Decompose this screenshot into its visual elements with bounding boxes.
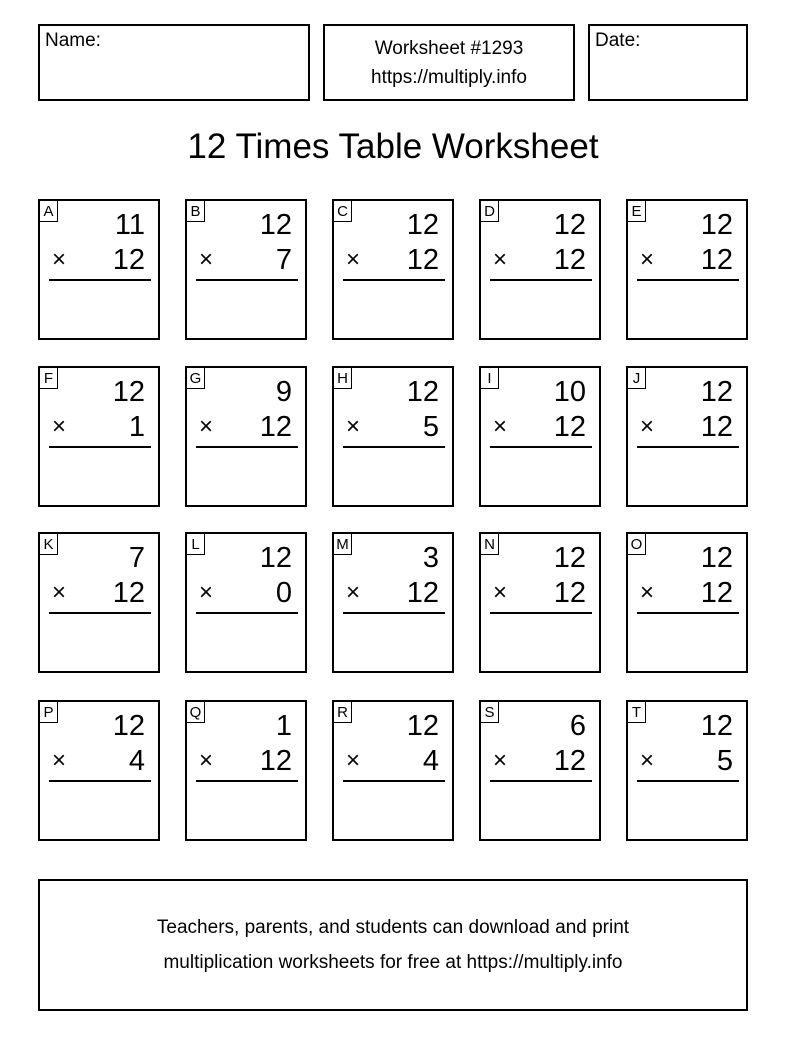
- problem-label: N: [481, 534, 499, 555]
- multiplier: 5: [422, 411, 439, 443]
- problem-card: [38, 366, 160, 507]
- multiplier: 12: [259, 411, 292, 443]
- times-sign: ×: [199, 747, 214, 774]
- times-sign: ×: [52, 246, 67, 273]
- answer-line: [637, 279, 739, 281]
- times-sign: ×: [493, 579, 508, 606]
- problem-card: [479, 532, 601, 673]
- problem-card: [332, 700, 454, 841]
- problem-card: [626, 700, 748, 841]
- problem-card: [185, 700, 307, 841]
- times-sign: ×: [640, 413, 655, 440]
- problem-label: K: [40, 534, 58, 555]
- answer-line: [637, 780, 739, 782]
- name-field[interactable]: [38, 24, 310, 101]
- answer-line: [343, 780, 445, 782]
- answer-line: [343, 446, 445, 448]
- multiplicand: 12: [406, 376, 439, 408]
- multiplicand: 1: [275, 710, 292, 742]
- multiplier: 12: [406, 244, 439, 276]
- times-sign: ×: [493, 246, 508, 273]
- problem-card: [38, 532, 160, 673]
- problem-label: S: [481, 702, 499, 723]
- answer-line: [490, 446, 592, 448]
- multiplier: 12: [112, 577, 145, 609]
- problem-card: [626, 532, 748, 673]
- worksheet-info-box: [323, 24, 575, 101]
- answer-line: [637, 446, 739, 448]
- multiplier: 7: [275, 244, 292, 276]
- date-label: Date:: [595, 30, 641, 51]
- problem-label: D: [481, 201, 499, 222]
- multiplier: 12: [406, 577, 439, 609]
- times-sign: ×: [493, 747, 508, 774]
- footer-note: [38, 879, 748, 1011]
- multiplicand: 12: [700, 209, 733, 241]
- multiplier: 12: [259, 745, 292, 777]
- problem-label: H: [334, 368, 352, 389]
- answer-line: [343, 279, 445, 281]
- multiplier: 12: [700, 244, 733, 276]
- times-sign: ×: [346, 413, 361, 440]
- problem-label: I: [481, 368, 499, 389]
- problem-label: B: [187, 201, 205, 222]
- times-sign: ×: [346, 747, 361, 774]
- multiplicand: 12: [700, 542, 733, 574]
- problem-label: P: [40, 702, 58, 723]
- multiplicand: 12: [700, 710, 733, 742]
- times-sign: ×: [199, 246, 214, 273]
- problem-card: [38, 700, 160, 841]
- times-sign: ×: [640, 747, 655, 774]
- problem-card: [479, 366, 601, 507]
- times-sign: ×: [346, 579, 361, 606]
- problem-card: [332, 366, 454, 507]
- footer-line-1: Teachers, parents, and students can download and print: [156, 917, 630, 938]
- page-title: 12 Times Table Worksheet: [187, 127, 599, 166]
- problem-label: C: [334, 201, 352, 222]
- multiplier: 12: [112, 244, 145, 276]
- problem-label: Q: [187, 702, 205, 723]
- times-sign: ×: [493, 413, 508, 440]
- multiplier: 12: [553, 745, 586, 777]
- multiplicand: 12: [259, 542, 292, 574]
- problem-label: G: [187, 368, 205, 389]
- problem-label: O: [628, 534, 646, 555]
- problem-label: E: [628, 201, 646, 222]
- problem-label: L: [187, 534, 205, 555]
- answer-line: [343, 612, 445, 614]
- multiplicand: 3: [422, 542, 439, 574]
- multiplicand: 7: [128, 542, 145, 574]
- times-sign: ×: [346, 246, 361, 273]
- multiplier: 5: [716, 745, 733, 777]
- website-url: https://multiply.info: [371, 66, 527, 88]
- times-sign: ×: [640, 579, 655, 606]
- multiplicand: 6: [569, 710, 586, 742]
- times-sign: ×: [52, 413, 67, 440]
- problem-card: [185, 366, 307, 507]
- answer-line: [49, 780, 151, 782]
- answer-line: [196, 780, 298, 782]
- multiplicand: 12: [553, 542, 586, 574]
- problem-label: A: [40, 201, 58, 222]
- multiplicand: 12: [259, 209, 292, 241]
- times-sign: ×: [52, 579, 67, 606]
- problem-label: F: [40, 368, 58, 389]
- answer-line: [196, 446, 298, 448]
- answer-line: [490, 612, 592, 614]
- times-sign: ×: [199, 579, 214, 606]
- multiplicand: 11: [114, 209, 145, 241]
- multiplicand: 12: [406, 209, 439, 241]
- problem-label: T: [628, 702, 646, 723]
- multiplier: 0: [275, 577, 292, 609]
- multiplicand: 12: [112, 710, 145, 742]
- times-sign: ×: [640, 246, 655, 273]
- multiplicand: 9: [275, 376, 292, 408]
- problem-card: [479, 700, 601, 841]
- multiplier: 4: [422, 745, 439, 777]
- multiplicand: 10: [553, 376, 586, 408]
- multiplier: 1: [128, 411, 145, 443]
- multiplier: 12: [553, 577, 586, 609]
- multiplicand: 12: [700, 376, 733, 408]
- problem-card: [185, 532, 307, 673]
- answer-line: [490, 780, 592, 782]
- problem-label: J: [628, 368, 646, 389]
- problem-card: [626, 366, 748, 507]
- problem-label: M: [334, 534, 352, 555]
- problem-card: [479, 199, 601, 340]
- problem-label: R: [334, 702, 352, 723]
- answer-line: [49, 279, 151, 281]
- multiplicand: 12: [112, 376, 145, 408]
- answer-line: [49, 612, 151, 614]
- date-field[interactable]: [588, 24, 748, 101]
- problem-card: [626, 199, 748, 340]
- multiplier: 4: [128, 745, 145, 777]
- name-label: Name:: [45, 30, 101, 51]
- worksheet-number: Worksheet #1293: [374, 37, 524, 59]
- times-sign: ×: [199, 413, 214, 440]
- problem-card: [185, 199, 307, 340]
- answer-line: [490, 279, 592, 281]
- problem-card: [332, 532, 454, 673]
- multiplier: 12: [553, 244, 586, 276]
- problem-card: [38, 199, 160, 340]
- answer-line: [49, 446, 151, 448]
- times-sign: ×: [52, 747, 67, 774]
- multiplicand: 12: [406, 710, 439, 742]
- multiplier: 12: [700, 411, 733, 443]
- answer-line: [196, 612, 298, 614]
- multiplier: 12: [553, 411, 586, 443]
- footer-line-2: multiplication worksheets for free at https://multiply.info: [163, 952, 623, 973]
- multiplicand: 12: [553, 209, 586, 241]
- multiplier: 12: [700, 577, 733, 609]
- answer-line: [637, 612, 739, 614]
- answer-line: [196, 279, 298, 281]
- problem-card: [332, 199, 454, 340]
